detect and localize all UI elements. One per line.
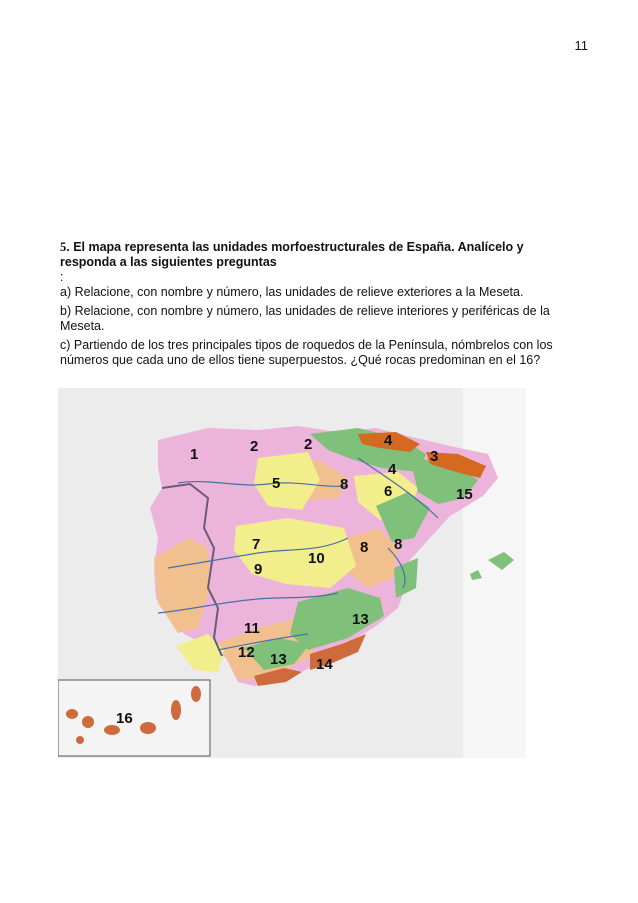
map-label-14: 14 [316, 656, 333, 673]
map-label-9: 9 [254, 561, 263, 578]
question-part-a: a) Relacione, con nombre y número, las unidades de relieve exteriores a la Meseta. [60, 285, 524, 299]
page-number: 11 [574, 38, 588, 53]
map-label-4b: 4 [388, 461, 397, 478]
question-title-text: . El mapa representa las unidades morfoestructurales de España. Analícelo y responda a las siguientes preguntas [60, 240, 524, 269]
canary-inset [58, 680, 210, 756]
map-label-3: 3 [430, 448, 439, 465]
map-label-8b: 8 [360, 539, 369, 556]
question-title [60, 240, 580, 270]
question-part-b: b) Relacione, con nombre y número, las unidades de relieve interiores y periféricas de la Meseta. [60, 304, 550, 333]
map-label-6: 6 [384, 483, 393, 500]
map-label-1: 1 [190, 446, 199, 463]
map-label-16: 16 [116, 710, 133, 727]
map-label-8c: 8 [394, 536, 403, 553]
map-label-15: 15 [456, 486, 473, 503]
map-label-5: 5 [272, 475, 281, 492]
question-number: 5 [60, 240, 67, 254]
map-label-2b: 2 [304, 436, 313, 453]
map-label-13a: 13 [352, 611, 369, 628]
map-label-10: 10 [308, 550, 325, 567]
map-label-13b: 13 [270, 651, 287, 668]
question-colon: : [60, 270, 64, 284]
map-label-2a: 2 [250, 438, 259, 455]
question-part-c: c) Partiendo de los tres principales tipos de roquedos de la Península, nómbrelos con los números que cada uno de ellos tiene superpuestos. ¿Qué rocas predominan en el 16? [60, 338, 553, 367]
map-label-4a: 4 [384, 432, 393, 449]
morphostructural-map [58, 388, 526, 758]
question-5 [60, 240, 580, 372]
map-label-12: 12 [238, 644, 255, 661]
map-label-8a: 8 [340, 476, 349, 493]
map-svg [58, 388, 526, 758]
map-label-11: 11 [244, 620, 260, 637]
map-label-7: 7 [252, 536, 261, 553]
